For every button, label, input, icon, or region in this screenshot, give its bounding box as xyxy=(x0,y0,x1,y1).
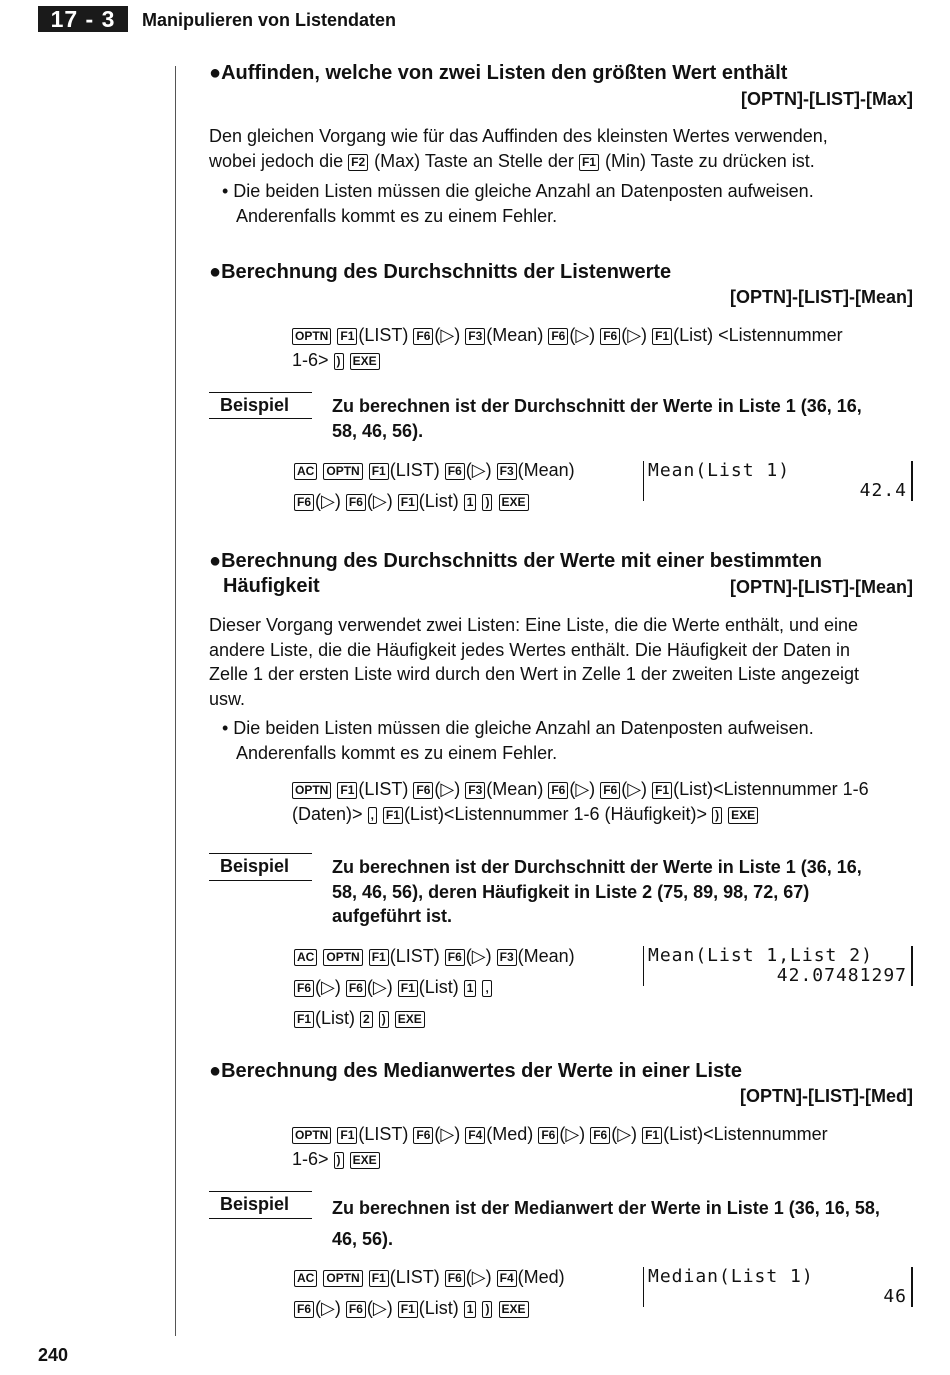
key-sequence: OPTN F1 (LIST) F6 (▷) F3 (Mean) F6 (▷) F6 (▷) F1 (List)<Listennummer 1-6 (Daten)> , F1 (List)<Listennummer 1-6 (Häufigkeit)> ) EXE xyxy=(292,779,869,824)
text-line: 46, 56). xyxy=(332,1229,394,1249)
text-line: • Die beiden Listen müssen die gleiche Anzahl an Datenposten aufweisen. xyxy=(222,181,814,201)
display-line: Mean(List 1,List 2) xyxy=(648,945,873,966)
f4-key: F4 xyxy=(497,1270,517,1287)
f6-key: F6 xyxy=(413,328,433,345)
comma-key: , xyxy=(368,807,377,824)
section-title-mean: ●Berechnung des Durchschnitts der Listenwerte xyxy=(209,261,672,283)
f6-key: F6 xyxy=(413,1127,433,1144)
menu-path-median: [OPTN]-[LIST]-[Med] xyxy=(740,1086,913,1106)
display-result: 42.07481297 xyxy=(776,965,907,986)
text-line: Dieser Vorgang verwendet zwei Listen: Eine Liste, die die Werte enthält, und eine xyxy=(209,615,859,635)
example-rule xyxy=(209,880,312,881)
f6-key: F6 xyxy=(294,1301,314,1318)
exe-key: EXE xyxy=(728,807,758,824)
f6-key: F6 xyxy=(538,1127,558,1144)
key-sequence: AC OPTN F1 (LIST) F6 (▷) F4 (Med) F6 (▷) F6 (▷) F1 (List) 1 ) EXE xyxy=(294,1262,565,1324)
f1-key: F1 xyxy=(383,807,403,824)
rparen-key: ) xyxy=(712,807,722,824)
f6-key: F6 xyxy=(346,494,366,511)
ac-key: AC xyxy=(294,463,317,480)
text-line: usw. xyxy=(209,688,246,709)
f6-key: F6 xyxy=(600,782,620,799)
f6-key: F6 xyxy=(548,782,568,799)
text-line: Anderenfalls kommt es zu einem Fehler. xyxy=(236,205,558,226)
f1-key: F1 xyxy=(398,980,418,997)
section-title-weighted-mean: ●Berechnung des Durchschnitts der Werte mit einer bestimmten xyxy=(209,550,822,572)
rparen-key: ) xyxy=(379,1011,389,1028)
section-title-max: ●Auffinden, welche von zwei Listen den größten Wert enthält xyxy=(209,62,788,84)
key-sequence: OPTN F1 (LIST) F6 (▷) F3 (Mean) F6 (▷) F6 (▷) F1 (List) <Listennummer 1-6> ) EXE xyxy=(292,325,843,370)
f3-key: F3 xyxy=(497,949,517,966)
paragraph xyxy=(209,613,859,711)
f1-key: F1 xyxy=(652,782,672,799)
example-text xyxy=(332,1193,880,1255)
optn-key: OPTN xyxy=(292,1127,331,1144)
optn-key: OPTN xyxy=(323,463,362,480)
f6-key: F6 xyxy=(413,782,433,799)
f1-key: F1 xyxy=(398,494,418,511)
text-line: 58, 46, 56). xyxy=(332,420,424,441)
text-line: 58, 46, 56), deren Häufigkeit in Liste 2 (75, 89, 98, 72, 67) xyxy=(332,881,810,902)
f6-key: F6 xyxy=(445,463,465,480)
text-line: Zu berechnen ist der Durchschnitt der Werte in Liste 1 (36, 16, xyxy=(332,396,862,416)
exe-key: EXE xyxy=(499,1301,529,1318)
calculator-display xyxy=(643,461,913,501)
one-key: 1 xyxy=(464,980,477,997)
rparen-key: ) xyxy=(482,494,492,511)
f3-key: F3 xyxy=(497,463,517,480)
f1-key: F1 xyxy=(369,463,389,480)
f6-key: F6 xyxy=(445,949,465,966)
rparen-key: ) xyxy=(482,1301,492,1318)
display-line: Mean(List 1) xyxy=(648,460,791,481)
section-title-weighted-mean-cont: Häufigkeit xyxy=(223,575,320,597)
example-label: Beispiel xyxy=(220,856,290,876)
optn-key: OPTN xyxy=(323,1270,362,1287)
bullet-note xyxy=(222,179,814,228)
f1-key: F1 xyxy=(579,154,599,171)
rparen-key: ) xyxy=(334,1152,344,1169)
chapter-number: 17 - 3 xyxy=(38,6,128,32)
f4-key: F4 xyxy=(465,1127,485,1144)
example-rule xyxy=(209,418,312,419)
f6-key: F6 xyxy=(445,1270,465,1287)
f6-key: F6 xyxy=(600,328,620,345)
rparen-key: ) xyxy=(334,353,344,370)
paragraph xyxy=(209,124,828,173)
exe-key: EXE xyxy=(499,494,529,511)
exe-key: EXE xyxy=(395,1011,425,1028)
display-line: Median(List 1) xyxy=(648,1266,814,1287)
f1-key: F1 xyxy=(294,1011,314,1028)
example-rule xyxy=(209,1191,312,1192)
f1-key: F1 xyxy=(398,1301,418,1318)
key-sequence: OPTN F1 (LIST) F6 (▷) F4 (Med) F6 (▷) F6 (▷) F1 (List)<Listennummer 1-6> ) EXE xyxy=(292,1124,828,1169)
calculator-display xyxy=(643,946,913,986)
section-title-median: ●Berechnung des Medianwertes der Werte in einer Liste xyxy=(209,1060,742,1082)
example-rule xyxy=(209,853,312,854)
menu-path-max: [OPTN]-[LIST]-[Max] xyxy=(741,89,913,109)
exe-key: EXE xyxy=(350,1152,380,1169)
text-line: Den gleichen Vorgang wie für das Auffinden des kleinsten Wertes verwenden, xyxy=(209,126,828,146)
f6-key: F6 xyxy=(590,1127,610,1144)
example-text xyxy=(332,394,862,443)
optn-key: OPTN xyxy=(323,949,362,966)
f1-key: F1 xyxy=(337,782,357,799)
f1-key: F1 xyxy=(652,328,672,345)
f3-key: F3 xyxy=(465,328,485,345)
page-number: 240 xyxy=(38,1345,69,1365)
f6-key: F6 xyxy=(294,980,314,997)
text-line: Zu berechnen ist der Durchschnitt der Werte in Liste 1 (36, 16, xyxy=(332,857,862,877)
margin-rule xyxy=(175,66,176,1336)
text-line: Anderenfalls kommt es zu einem Fehler. xyxy=(236,742,558,763)
f6-key: F6 xyxy=(346,980,366,997)
example-rule xyxy=(209,1218,312,1219)
one-key: 1 xyxy=(464,1301,477,1318)
comma-key: , xyxy=(482,980,491,997)
f1-key: F1 xyxy=(369,949,389,966)
f3-key: F3 xyxy=(465,782,485,799)
text-line: aufgeführt ist. xyxy=(332,906,452,926)
key-sequence: AC OPTN F1 (LIST) F6 (▷) F3 (Mean) F6 (▷) F6 (▷) F1 (List) 1 , F1 (List) 2 ) EXE xyxy=(294,941,575,1034)
text-line: wobei jedoch die F2 (Max) Taste an Stelle der F1 (Min) Taste zu drücken ist. xyxy=(209,150,815,171)
exe-key: EXE xyxy=(350,353,380,370)
f1-key: F1 xyxy=(337,328,357,345)
bullet-note xyxy=(222,716,814,765)
example-text xyxy=(332,855,862,929)
menu-path-weighted-mean: [OPTN]-[LIST]-[Mean] xyxy=(730,577,913,597)
display-result: 42.4 xyxy=(859,480,907,501)
text-line: andere Liste, die die Häufigkeit jedes Wertes enthält. Die Häufigkeit der Daten in xyxy=(209,639,851,660)
f1-key: F1 xyxy=(369,1270,389,1287)
ac-key: AC xyxy=(294,949,317,966)
ac-key: AC xyxy=(294,1270,317,1287)
f1-key: F1 xyxy=(337,1127,357,1144)
f2-key: F2 xyxy=(348,154,368,171)
text-line: Zu berechnen ist der Medianwert der Werte in Liste 1 (36, 16, 58, xyxy=(332,1198,880,1218)
f1-key: F1 xyxy=(642,1127,662,1144)
page-header-title: Manipulieren von Listendaten xyxy=(142,10,397,30)
example-label: Beispiel xyxy=(220,1194,290,1214)
text-line: Zelle 1 der ersten Liste wird durch den Wert in Zelle 1 der zweiten Liste angezeigt xyxy=(209,664,860,684)
optn-key: OPTN xyxy=(292,782,331,799)
menu-path-mean: [OPTN]-[LIST]-[Mean] xyxy=(730,287,913,307)
optn-key: OPTN xyxy=(292,328,331,345)
key-sequence: AC OPTN F1 (LIST) F6 (▷) F3 (Mean) F6 (▷) F6 (▷) F1 (List) 1 ) EXE xyxy=(294,455,575,517)
text-line: • Die beiden Listen müssen die gleiche Anzahl an Datenposten aufweisen. xyxy=(222,718,814,738)
f6-key: F6 xyxy=(346,1301,366,1318)
example-label: Beispiel xyxy=(220,395,290,415)
display-result: 46 xyxy=(883,1286,907,1307)
calculator-display xyxy=(643,1267,913,1307)
example-rule xyxy=(209,392,312,393)
f6-key: F6 xyxy=(548,328,568,345)
two-key: 2 xyxy=(360,1011,373,1028)
f6-key: F6 xyxy=(294,494,314,511)
one-key: 1 xyxy=(464,494,477,511)
